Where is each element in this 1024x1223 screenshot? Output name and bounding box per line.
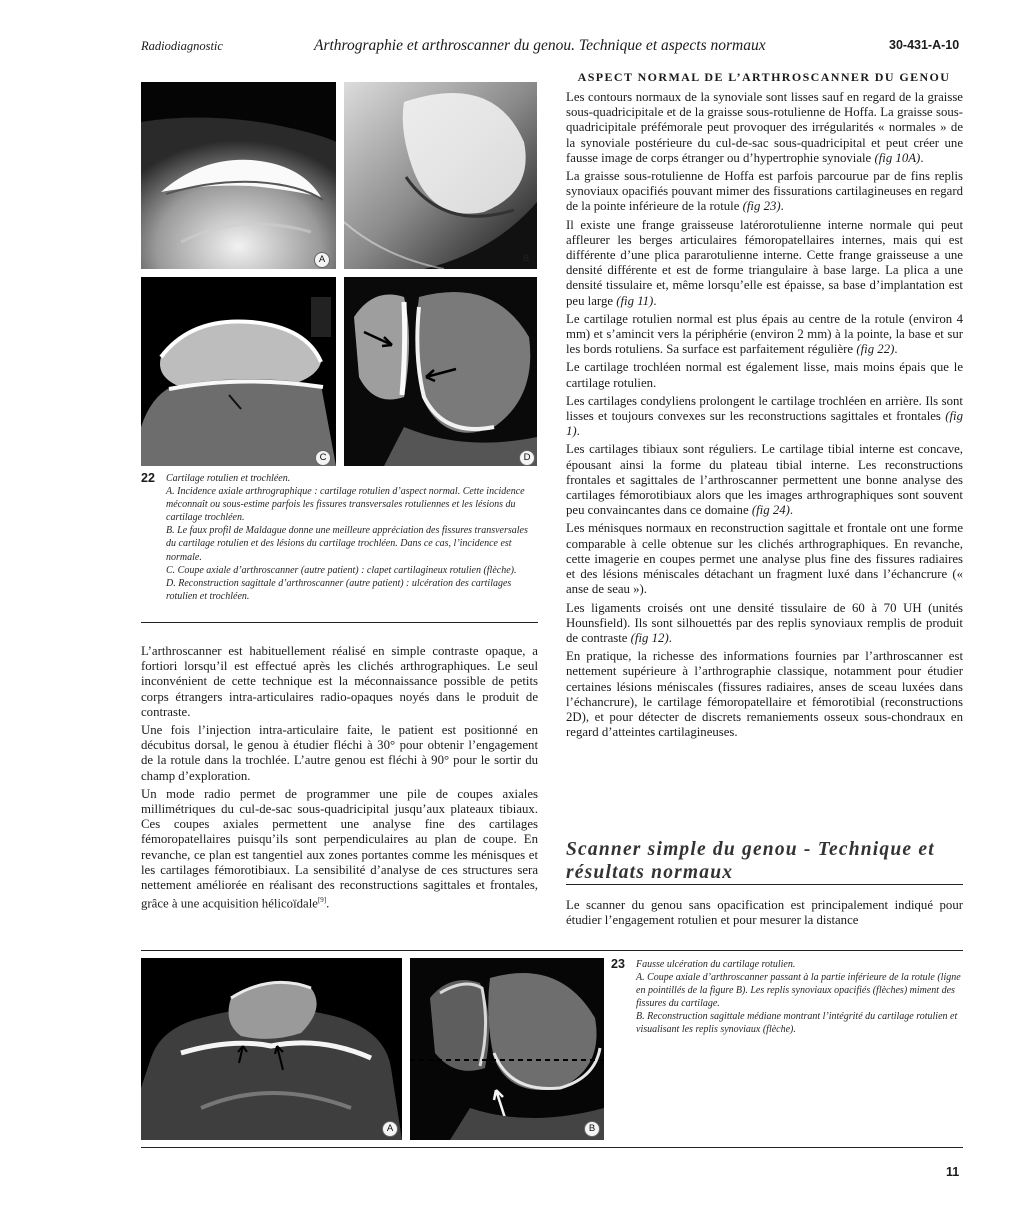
citation: [9] [317, 896, 327, 905]
figure-23-caption [636, 958, 964, 1037]
footer-rule [141, 1147, 963, 1148]
right-column-text-continued [566, 898, 963, 931]
paragraph: Le cartilage trochléen normal est également lisse, mais moins épais que le cartilage rotulien. [566, 360, 963, 390]
paragraph: L’arthroscanner est habituellement réalisé en simple contraste opaque, a fortiori lorsqu’il est effectué après les clichés arthrographiques. Le seul inconvénient de cette technique est la méconnaissance possible de petits corps étrangers intra-articulaires radio-opaques noyés dans le produit de contraste. [141, 644, 538, 719]
panel-label-b: B [522, 253, 530, 264]
paragraph: Le scanner du genou sans opacification est principalement indiqué pour étudier l’engagement rotulien et pour mesurer la distance [566, 898, 963, 928]
figure-reference: (fig 24) [751, 503, 790, 518]
left-column-text [141, 644, 538, 915]
panel-label-c: C [315, 450, 331, 466]
figure-23-caption-a: A. Coupe axiale d’arthroscanner passant à la partie inférieure de la rotule (ligne en pointillés de la figure B). Les replis synoviaux opacifiés (flèches) miment des fissures du cartilage. [636, 972, 961, 1010]
paragraph: La graisse sous-rotulienne de Hoffa est parfois parcourue par de fins replis synoviaux opacifiés pouvant mimer des fissurations cartilagineuses en regard de la pointe inférieure de la rotule (fig 23). [566, 169, 963, 214]
figure-23-top-rule [141, 950, 963, 951]
figure-22-caption-b: B. Le faux profil de Maldague donne une meilleure appréciation des fissures transversales du cartilage rotulien et des lésions du cartilage trochléen. Dans ce cas, l’incidence est normale. [166, 525, 528, 563]
figure-reference: (fig 11) [616, 293, 654, 308]
figure-22a-image [141, 82, 336, 269]
figure-reference: (fig 22) [856, 342, 895, 357]
page-number: 11 [946, 1165, 960, 1179]
paragraph-text: Un mode radio permet de programmer une pile de coupes axiales millimétriques du cul-de-sac sous-quadricipital jusqu’aux plateaux tibiaux. Ces coupes axiales permettent une analyse fine des cartilages fémoropatellaires puisqu’ils sont perpendiculaires au plan de coupe. En revanche, ce plan est tangentiel aux zones portantes comme les ménisques et les cartilages fémorotibiaux. La sensibilité d’analyse de ces structures sera nettement améliorée en réalisant des reconstructions sagittales et frontales, grâce à une acquisition hélicoïdale [141, 786, 538, 911]
paragraph-end: . [326, 896, 330, 911]
figure-23-number: 23 [611, 957, 625, 971]
figure-22-caption-rule [141, 622, 538, 623]
article-reference: 30-431-A-10 [889, 38, 960, 52]
figure-22c-image [141, 277, 336, 466]
paragraph: Les ménisques normaux en reconstruction sagittale et frontale ont une forme comparable à celle obtenue sur les clichés arthrographiques. En revanche, cette imagerie en coupes permet une analyse plus fine des fissures radiaires et des lésions méniscales détachant un fragment luxé dans l’échancrure (« anse de seau »). [566, 521, 963, 597]
right-column-text [566, 90, 963, 743]
paragraph: En pratique, la richesse des informations fournies par l’arthroscanner est nettement supérieure à l’arthrographie classique, notamment pour étudier certaines lésions méniscales (fissures radiaires, anses de sceau luxées dans l’échancrure), le cartilage fémoropatellaire et fémorotibial (reconstructions 2D), et pour détecter de discrets remaniements osseux sous-chondraux en regard d’atteintes cartilagineuses. [566, 649, 963, 740]
figure-23-caption-title: Fausse ulcération du cartilage rotulien. [636, 959, 796, 970]
section-heading: ASPECT NORMAL DE L’ARTHROSCANNER DU GENOU [577, 70, 951, 84]
figure-22-number: 22 [141, 471, 155, 485]
figure-reference: (fig 23) [742, 199, 781, 214]
paragraph-text: Les cartilages tibiaux sont réguliers. Le cartilage tibial interne est concave, épousant ainsi la forme du plateau tibial interne. Les reconstructions frontales et sagittales de l’arthroscanner permettent une bonne analyse des cartilages fémorotibiaux alors que les images arthrographiques sont souvent peu convaincantes dans ce domaine [566, 442, 963, 518]
figure-reference: (fig 10A) [874, 150, 921, 165]
figure-22-caption-a: A. Incidence axiale arthrographique : cartilage rotulien d’aspect normal. Cette incidence méconnaît ou sous-estime parfois les fissures transversales rotuliennes et les lésions du cartilage trochléen. [166, 486, 525, 524]
paragraph: Il existe une frange graisseuse latérorotulienne interne normale qui peut affleurer les berges articulaires fémoropatellaires internes, mais qui est différente d’une plica pararotulienne interne. Cette frange graisseuse a une densité différente et est de forme triangulaire à base large. La plica a une densité tissulaire et, même lorsqu’elle est épaisse, sa base d’implantation est peu large (fig 11). [566, 217, 963, 308]
figure-reference: (fig 12) [630, 630, 669, 645]
running-head-section: Radiodiagnostic [141, 39, 223, 53]
paragraph [141, 787, 538, 912]
figure-22-caption-d: D. Reconstruction sagittale d’arthroscanner (autre patient) : ulcération des cartilages rotulien et trochléen. [166, 577, 512, 602]
paragraph: Une fois l’injection intra-articulaire faite, le patient est positionné en décubitus dorsal, le genou à étudier fléchi à 30° pour obtenir l’engagement de la rotule dans la trochlée. L’autre genou est fléchi à 90° pour le sortir du champ d’exploration. [141, 723, 538, 783]
panel-label-a: A [382, 1121, 398, 1137]
paragraph: Les contours normaux de la synoviale sont lisses sauf en regard de la graisse sous-quadricipitale et de la graisse sous-rotulienne de Hoffa. La graisse sous-quadricipitale préfémorale peut provoquer des irrégularités « normales » de la synoviale postérieure du cul-de-sac sous-quadricipital et peut créer une fausse image de corps étranger ou d’hypertrophie synoviale (fig 10A). [566, 90, 963, 165]
paragraph-text: Les cartilages condyliens prolongent le cartilage trochléen en arrière. Ils sont lisses et toujours convexes sur les reconstructions sagittales et frontales [566, 393, 963, 424]
paragraph-text: Le cartilage rotulien normal est plus épais au centre de la rotule (environ 4 mm) et s’amincit vers la périphérie (environ 2 mm) à la pointe, la base et sur les bords rotuliens. Sa surface est parfaitement régulière [566, 311, 963, 357]
paragraph: Les cartilages condyliens prolongent le cartilage trochléen en arrière. Ils sont lisses et toujours convexes sur les reconstructions sagittales et frontales (fig 1). [566, 393, 964, 439]
figure-22-caption-c: C. Coupe axiale d’arthroscanner (autre patient) : clapet cartilagineux rotulien (flèche). [166, 564, 517, 576]
paragraph-text: Il existe une frange graisseuse latérorotulienne interne normale qui peut affleurer les berges articulaires fémoropatellaires internes, mais qui est différente d’une plica pararotulienne interne. Cette frange graisseuse a une densité différente et est de forme triangulaire à base large. La plica a une densité tissulaire et, même lorsqu’elle est épaisse, sa base d’implantation est peu large [566, 217, 963, 308]
figure-22-caption [166, 472, 538, 603]
figure-22b-image [344, 82, 537, 269]
running-head-title: Arthrographie et arthroscanner du genou. Technique et aspects normaux [314, 37, 766, 54]
section-title: Scanner simple du genou - Technique et résultats normaux [566, 839, 935, 883]
figure-23a-image [141, 958, 402, 1140]
paragraph-text: La graisse sous-rotulienne de Hoffa est parfois parcourue par de fins replis synoviaux opacifiés pouvant mimer des fissurations cartilagineuses en regard de la pointe inférieure de la rotule [566, 169, 963, 214]
paragraph-text: Les contours normaux de la synoviale sont lisses sauf en regard de la graisse sous-quadricipitale et de la graisse sous-rotulienne de Hoffa. La graisse sous-quadricipitale préfémorale peut provoquer des irrégularités « normales » de la synoviale postérieure du cul-de-sac sous-quadricipital et peut créer une fausse image de corps étranger ou d’hypertrophie synoviale [566, 90, 963, 165]
paragraph: Les cartilages tibiaux sont réguliers. Le cartilage tibial interne est concave, épousant ainsi la forme du plateau tibial interne. Les reconstructions frontales et sagittales de l’arthroscanner permettent une bonne analyse des cartilages fémorotibiaux alors que les images arthrographiques sont souvent peu convaincantes dans ce domaine (fig 24). [566, 442, 963, 518]
figure-22-caption-title: Cartilage rotulien et trochléen. [166, 473, 291, 484]
figure-23b-image [410, 958, 604, 1140]
paragraph-text: Les ligaments croisés ont une densité tissulaire de 60 à 70 UH (unités Hounsfield). Ils sont silhouettés par des replis synoviaux remplis de produit de contraste [566, 600, 963, 645]
panel-label-d: D [519, 450, 535, 466]
figure-reference: (fig 1) [566, 409, 964, 439]
section-title-rule [566, 884, 963, 885]
figure-23-caption-b: B. Reconstruction sagittale médiane montrant l’intégrité du cartilage rotulien et visualisant les replis synoviaux (flèche). [636, 1011, 958, 1036]
paragraph: Le cartilage rotulien normal est plus épais au centre de la rotule (environ 4 mm) et s’amincit vers la périphérie (environ 2 mm) à la pointe, la base et sur les bords rotuliens. Sa surface est parfaitement régulière (fig 22). [566, 311, 963, 357]
figure-22d-image [344, 277, 537, 466]
panel-label-a: A [314, 252, 330, 268]
panel-label-b: B [584, 1121, 600, 1137]
paragraph: Les ligaments croisés ont une densité tissulaire de 60 à 70 UH (unités Hounsfield). Ils sont silhouettés par des replis synoviaux remplis de produit de contraste (fig 12). [566, 600, 963, 645]
